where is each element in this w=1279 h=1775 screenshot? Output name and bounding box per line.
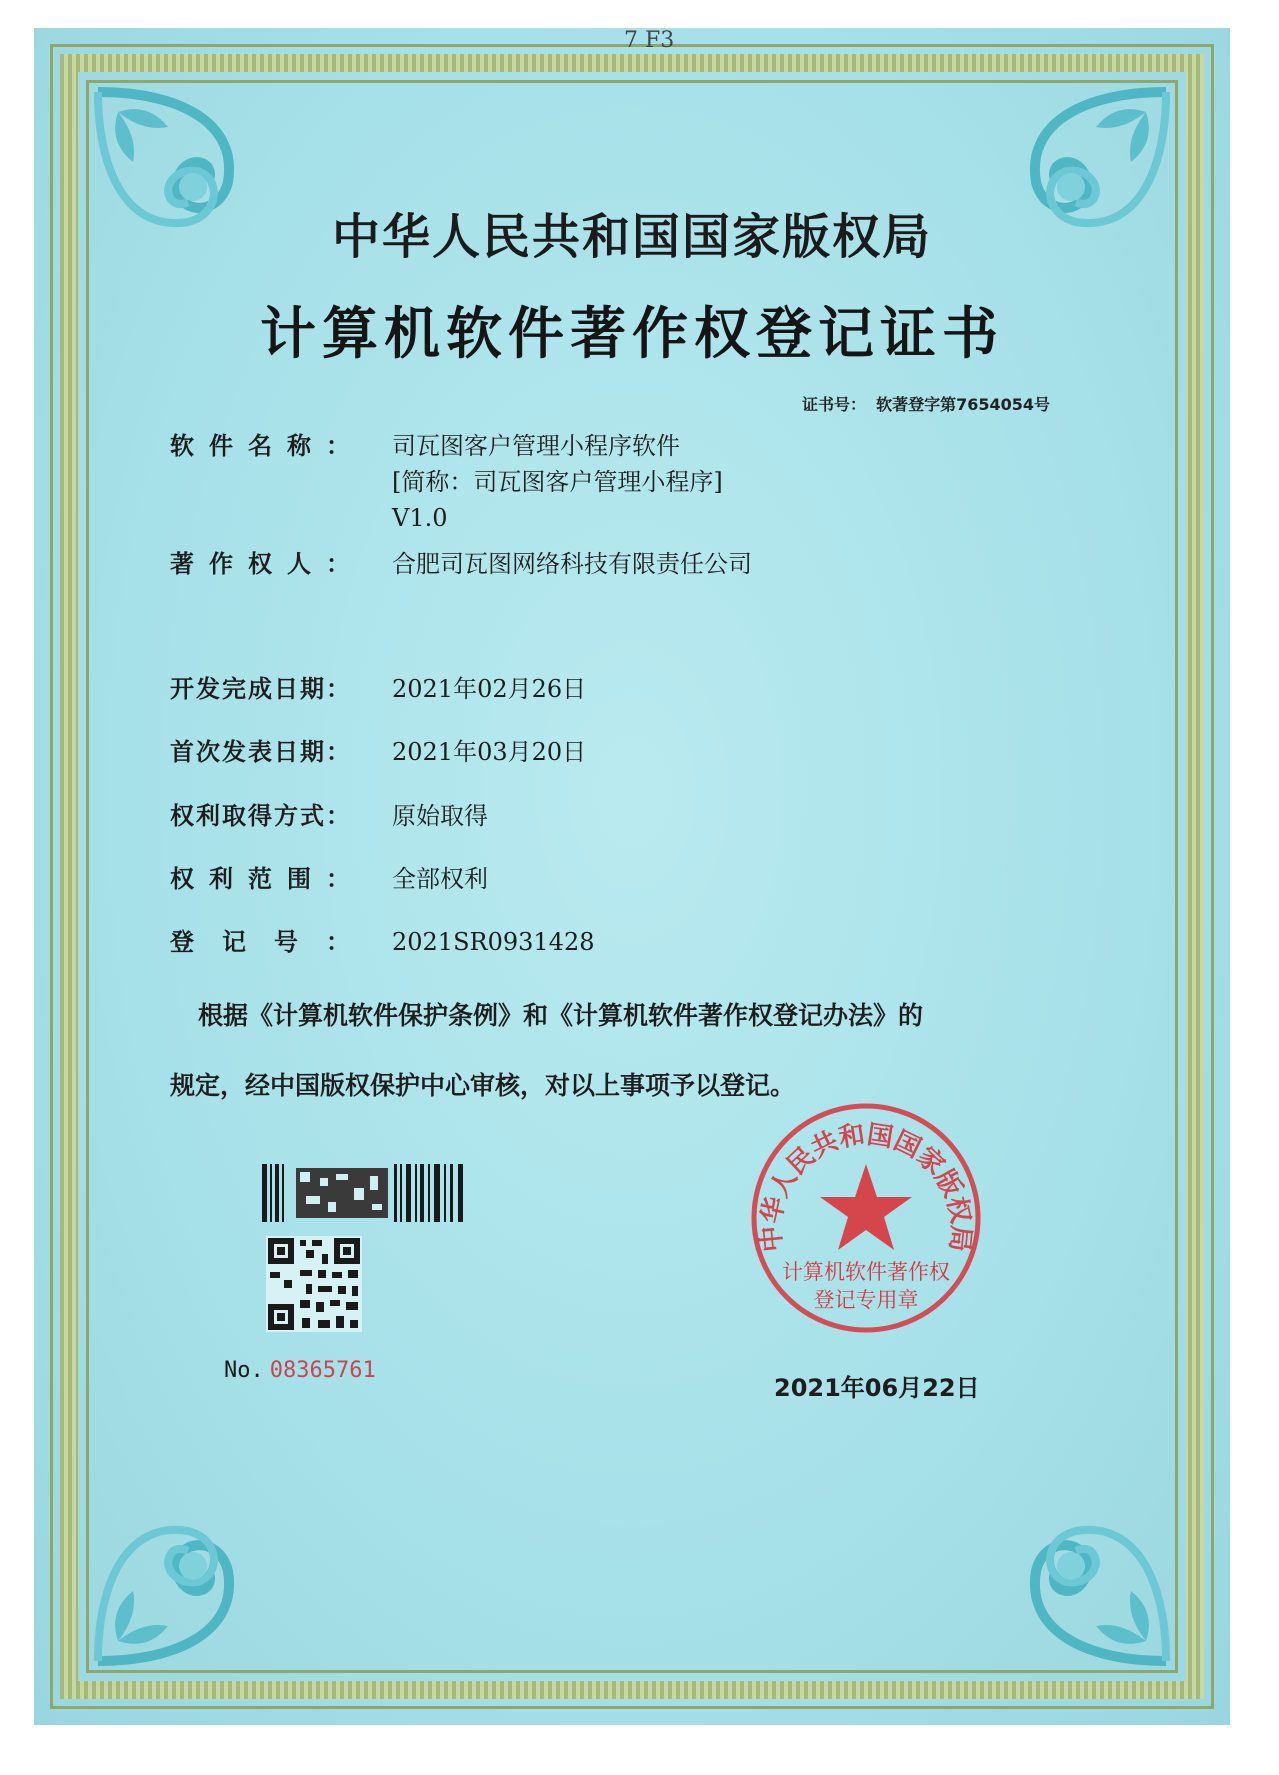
statement-line1: 根据《计算机软件保护条例》和《计算机软件著作权登记办法》的 [198,1001,924,1030]
field-value: 合肥司瓦图网络科技有限责任公司 [392,550,752,578]
issue-date: 2021年06月22日 [774,1374,980,1402]
certificate-number-label: 证书号： [802,395,867,414]
software-name-line1: 司瓦图客户管理小程序软件 [392,432,680,460]
field-value: 2021年03月20日 [392,738,587,766]
field-label: 权利取得方式： [170,802,350,830]
field-label: 权利范围： [170,865,350,893]
field-label: 著作权人： [170,550,350,578]
field-label: 首次发表日期： [170,738,350,766]
field-value: 2021年02月26日 [392,675,587,703]
field-value [392,428,723,536]
certificate-title: 计算机软件著作权登记证书 [260,302,1004,367]
svg-text:中华人民共和国国家版权局: 中华人民共和国国家版权局 [756,1119,976,1254]
certificate [34,28,1230,1725]
certificate-number [792,392,1050,415]
serial-number [224,1358,376,1383]
field-value: 全部权利 [392,865,488,893]
seal-inner-text [746,1258,986,1314]
official-seal-icon [746,1098,986,1338]
seal-inner-line1: 计算机软件著作权 [782,1260,950,1284]
handwritten-mark: 7 F3 [624,28,675,53]
field-label: 软件名称： [170,432,350,460]
field-value: 2021SR0931428 [392,928,595,956]
qr-code-icon [266,1236,362,1332]
certificate-number-value: 软著登字第7654054号 [876,395,1050,414]
seal-inner-line2: 登记专用章 [813,1288,919,1312]
field-value: 原始取得 [392,802,488,830]
serial-value: 08365761 [269,1358,376,1383]
corner-ornament-icon [966,1461,1176,1671]
software-name-line2: [简称：司瓦图客户管理小程序] [392,468,723,496]
corner-ornament-icon [88,1461,298,1671]
software-version: V1.0 [392,504,448,532]
serial-prefix: No. [224,1358,264,1383]
field-label: 登记号： [170,928,350,956]
statement-line2: 规定，经中国版权保护中心审核，对以上事项予以登记。 [170,1071,796,1100]
barcode-icon [262,1164,468,1222]
issuer-title: 中华人民共和国国家版权局 [331,209,932,265]
field-label: 开发完成日期： [170,675,350,703]
